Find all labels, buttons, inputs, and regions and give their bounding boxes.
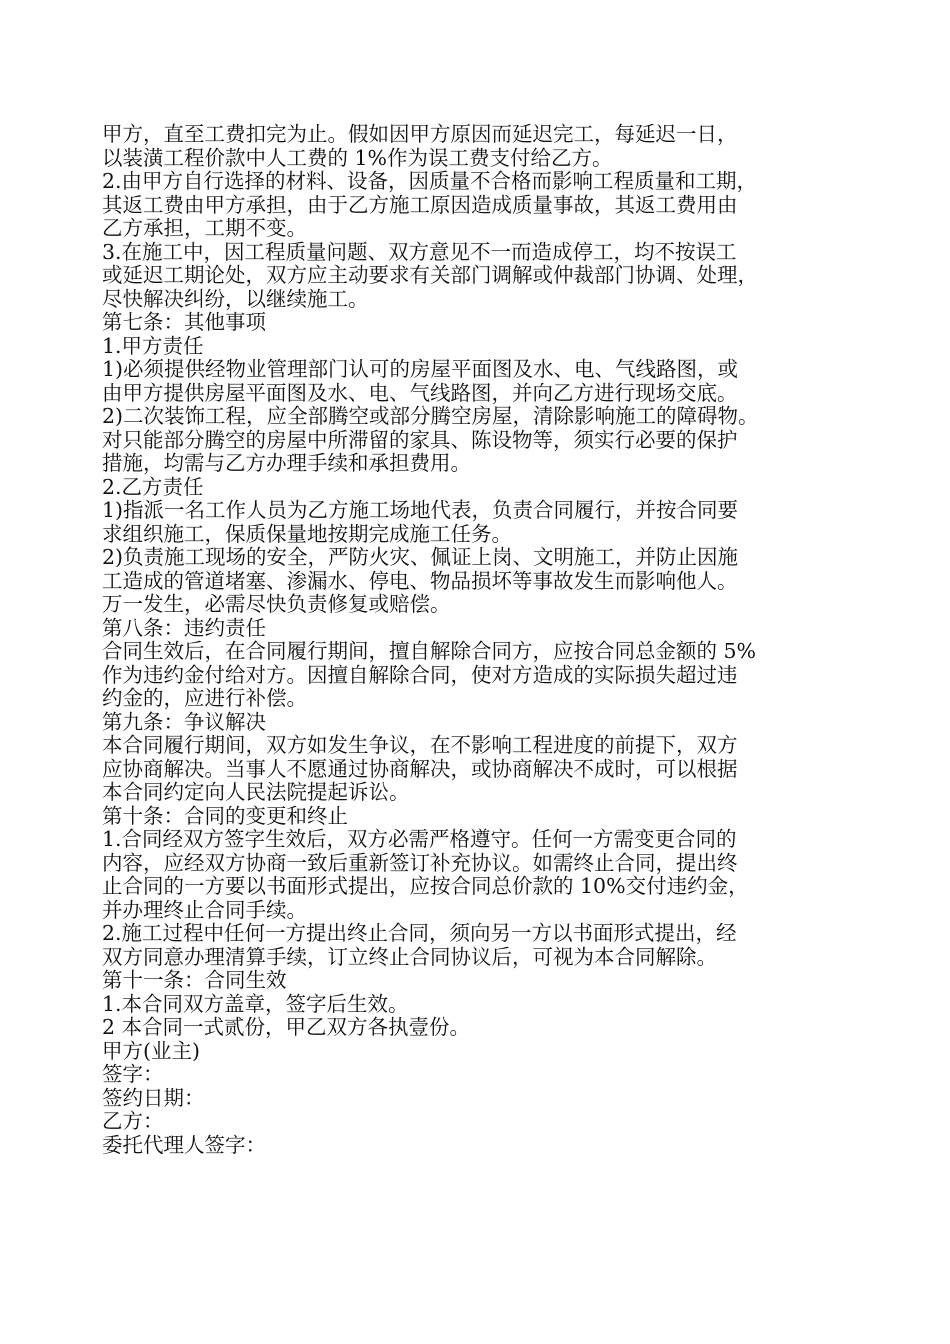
text-line: 1.本合同双方盖章，签字后生效。 — [102, 991, 409, 1016]
text-line: 应协商解决。当事人不愿通过协商解决，或协商解决不成时，可以根据 — [102, 756, 738, 781]
text-line: 1.合同经双方签字生效后，双方必需严格遵守。任何一方需变更合同的 — [102, 827, 737, 851]
section-heading: 第八条：违约责任 — [102, 615, 266, 640]
text-line: 工造成的管道堵塞、渗漏水、停电、物品损坏等事故发生而影响他人。 — [102, 568, 738, 593]
text-line: 或延迟工期论处，双方应主动要求有关部门调解或仲裁部门协调、处理， — [102, 263, 758, 287]
signature-party-a: 甲方(业主) — [102, 1038, 200, 1063]
text-line: 2)二次装饰工程，应全部腾空或部分腾空房屋，清除影响施工的障碍物。 — [102, 404, 759, 428]
section-heading: 第七条：其他事项 — [102, 310, 266, 334]
text-line: 其返工费由甲方承担，由于乙方施工原因造成质量事故，其返工费用由 — [102, 192, 738, 217]
signing-date-label: 签约日期： — [102, 1085, 205, 1110]
document-body — [102, 123, 872, 1157]
signature-label: 签字： — [102, 1062, 164, 1086]
text-line: 2 本合同一式贰份，甲乙双方各执壹份。 — [102, 1015, 471, 1039]
section-heading: 第十一条：合同生效 — [102, 968, 287, 992]
text-line: 2.由甲方自行选择的材料、设备，因质量不合格而影响工程质量和工期， — [102, 169, 758, 193]
text-line: 并办理终止合同手续。 — [102, 897, 307, 922]
text-line: 作为违约金付给对方。因擅自解除合同，使对方造成的实际损失超过违 — [102, 662, 738, 687]
text-line: 双方同意办理清算手续，订立终止合同协议后，可视为本合同解除。 — [102, 944, 717, 969]
text-line: 万一发生，必需尽快负责修复或赔偿。 — [102, 592, 451, 616]
section-heading: 第十条：合同的变更和终止 — [102, 803, 348, 828]
section-heading: 第九条：争议解决 — [102, 709, 266, 734]
text-line: 止合同的一方要以书面形式提出，应按合同总价款的 10%交付违约金， — [102, 874, 749, 898]
text-line: 对只能部分腾空的房屋中所滞留的家具、陈设物等，须实行必要的保护 — [102, 427, 738, 452]
text-line: 措施，均需与乙方办理手续和承担费用。 — [102, 451, 471, 475]
text-line: 内容，应经双方协商一致后重新签订补充协议。如需终止合同，提出终 — [102, 850, 738, 875]
text-line: 求组织施工，保质保量地按期完成施工任务。 — [102, 521, 512, 546]
text-line: 甲方，直至工费扣完为止。假如因甲方原因而延迟完工，每延迟一日， — [102, 122, 738, 146]
signature-party-b: 乙方： — [102, 1109, 164, 1133]
text-line: 由甲方提供房屋平面图及水、电、气线路图，并向乙方进行现场交底。 — [102, 380, 738, 405]
text-line: 合同生效后，在合同履行期间，擅自解除合同方，应按合同总金额的 5% — [102, 639, 757, 663]
text-line: 3.在施工中，因工程质量问题、双方意见不一而造成停工，均不按误工 — [102, 239, 737, 264]
text-line: 尽快解决纠纷，以继续施工。 — [102, 286, 369, 311]
text-line: 1)指派一名工作人员为乙方施工场地代表，负责合同履行，并按合同要 — [102, 498, 739, 522]
text-line: 1)必须提供经物业管理部门认可的房屋平面图及水、电、气线路图，或 — [102, 357, 739, 381]
text-line: 以装潢工程价款中人工费的 1%作为误工费支付给乙方。 — [102, 145, 613, 170]
text-line: 2)负责施工现场的安全，严防火灾、佩证上岗、文明施工，并防止因施 — [102, 545, 739, 569]
text-line: 乙方承担，工期不变。 — [102, 216, 307, 240]
text-line: 本合同履行期间，双方如发生争议，在不影响工程进度的前提下，双方 — [102, 733, 738, 757]
text-line: 2.施工过程中任何一方提出终止合同，须向另一方以书面形式提出，经 — [102, 921, 737, 945]
subsection-heading: 1.甲方责任 — [102, 333, 204, 358]
agent-signature-label: 委托代理人签字： — [102, 1132, 266, 1157]
subsection-heading: 2.乙方责任 — [102, 474, 204, 499]
text-line: 本合同约定向人民法院提起诉讼。 — [102, 780, 410, 804]
text-line: 约金的，应进行补偿。 — [102, 686, 307, 710]
